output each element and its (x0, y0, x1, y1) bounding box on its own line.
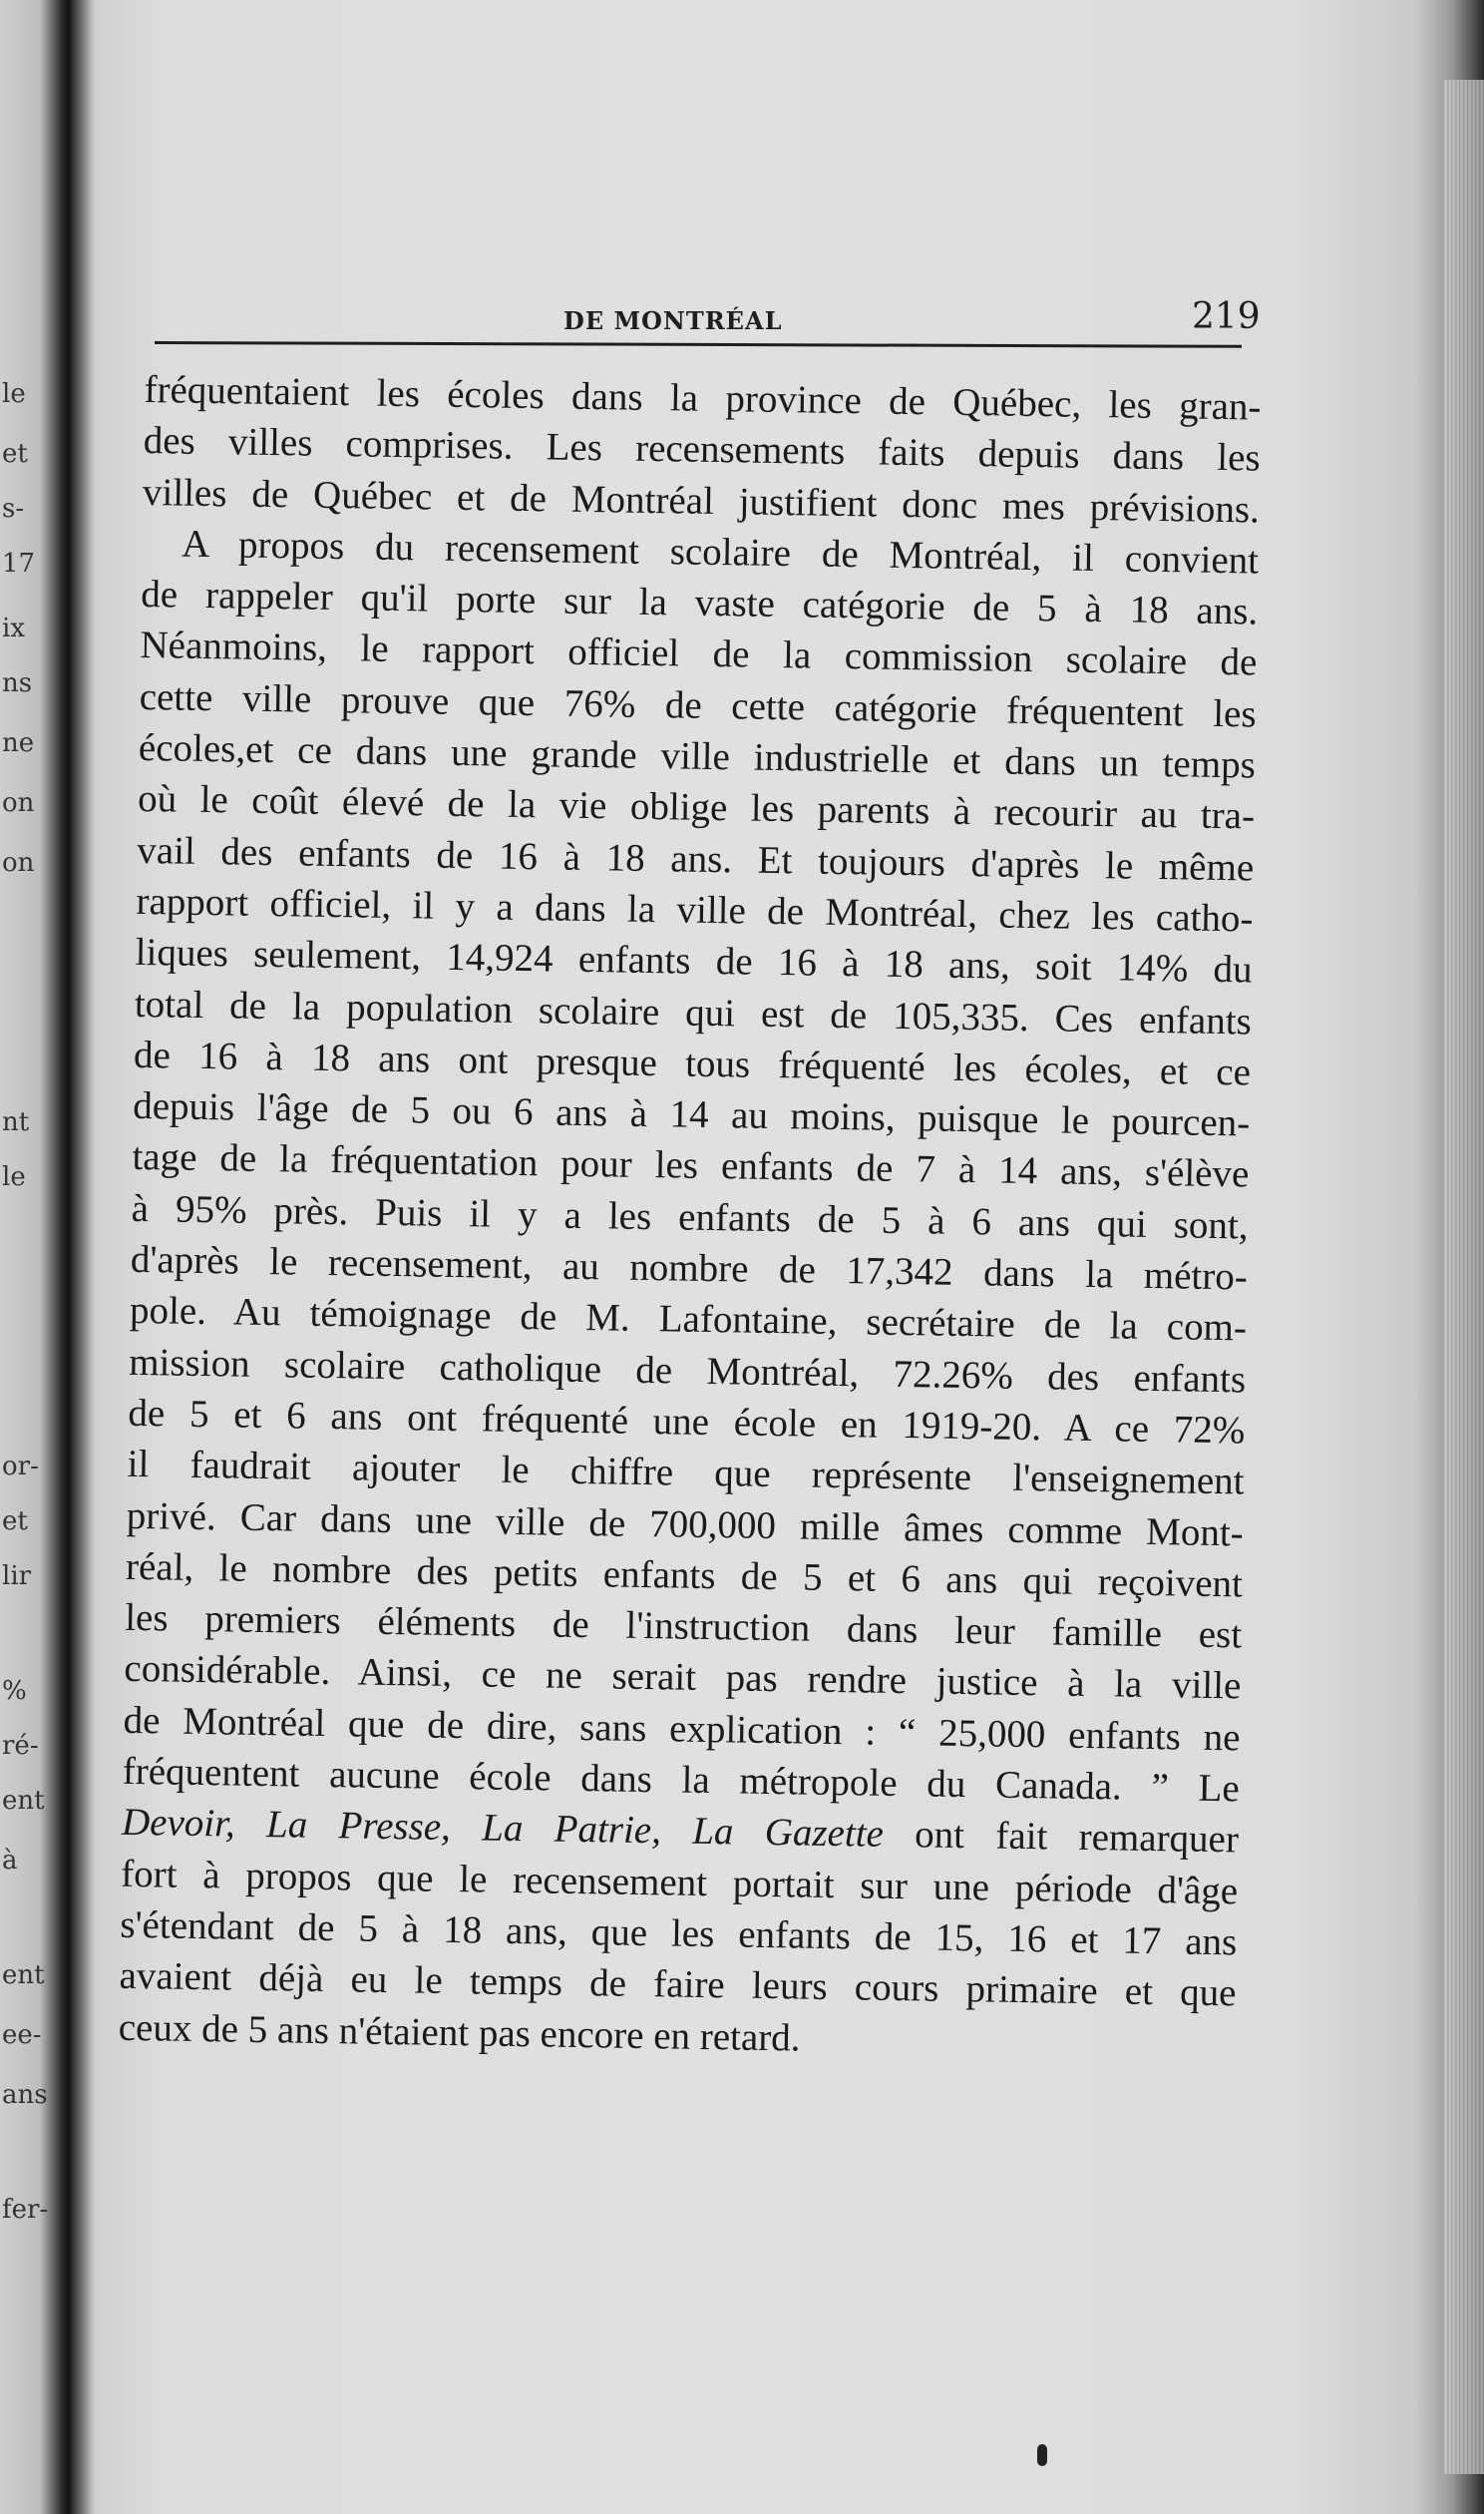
text-line: mission scolaire catholique de Montréal, 72.26% des enfants (128, 1340, 1247, 1402)
facing-page-fragment: ne (2, 728, 35, 758)
page-edge-stack (1444, 80, 1484, 2474)
text-line: où le coût élevé de la vie oblige les parents à recourir au tra- (137, 777, 1256, 838)
facing-page-edge (0, 0, 70, 2514)
facing-page-fragment: 17 (2, 549, 36, 579)
text-line: fréquentaient les écoles dans la province de Québec, les gran- (144, 367, 1262, 429)
facing-page-fragment: or- (2, 1452, 39, 1481)
facing-page-fragment: ix (2, 614, 25, 643)
text-line: ceux de 5 ans n'étaient pas encore en retard. (118, 2005, 801, 2060)
facing-page-fragment: ent (2, 1960, 45, 1990)
text-line: réal, le nombre des petits enfants de 5 et 6 ans qui reçoivent (125, 1544, 1244, 1606)
body-text (118, 364, 1261, 2070)
facing-page-fragment: fer- (2, 2195, 49, 2225)
text-line: cette ville prouve que 76% de cette catégorie fréquentent les (139, 674, 1257, 736)
facing-page-fragment: à (2, 1846, 18, 1876)
newspaper-titles: Devoir, La Presse, La Patrie, La Gazette (121, 1801, 885, 1857)
text-line: tage de la fréquentation pour les enfants de 7 à 14 ans, s'élève (132, 1135, 1250, 1196)
text-line: depuis l'âge de 5 ou 6 ans à 14 au moins, puisque le pourcen- (132, 1084, 1251, 1145)
text-line: avaient déjà eu le temps de faire leurs cours primaire et que (119, 1954, 1237, 2015)
text-line: rapport officiel, il y a dans la ville de Montréal, chez les catho- (136, 879, 1254, 941)
text-line: villes de Québec et de Montréal justifient donc mes prévisions. (142, 470, 1261, 532)
text-line: liques seulement, 14,924 enfants de 16 à 18 ans, soit 14% du (135, 931, 1253, 992)
facing-page-fragment: % (2, 1676, 27, 1706)
facing-page-fragment: on (2, 848, 35, 878)
text-line: Néanmoins, le rapport officiel de la commission scolaire de (140, 624, 1258, 685)
text-line: vail des enfants de 16 à 18 ans. Et toujours d'après le même (137, 828, 1255, 890)
facing-page-fragment: ent (2, 1786, 45, 1816)
text-line: à 95% près. Puis il y a les enfants de 5 à 6 ans qui sont, (131, 1186, 1249, 1248)
text-line: écoles,et ce dans une grande ville industrielle et dans un temps (138, 726, 1257, 787)
facing-page-fragment: nt (2, 1107, 30, 1137)
text-line: fréquentent aucune école dans la métropole du Canada. ” Le (122, 1749, 1241, 1811)
facing-page-fragment: le (2, 379, 26, 409)
text-line: de Montréal que de dire, sans explication : “ 25,000 enfants ne (123, 1698, 1241, 1760)
book-page (95, 60, 1431, 2474)
facing-page-fragment: on (2, 788, 35, 818)
text-line: de 16 à 18 ans ont presque tous fréquenté les écoles, et ce (133, 1033, 1252, 1094)
text-line: considérable. Ainsi, ce ne serait pas rendre justice à la ville (124, 1647, 1242, 1708)
text-line: privé. Car dans une ville de 700,000 mille âmes comme Mont- (126, 1493, 1245, 1554)
facing-page-fragment: ns (2, 668, 33, 698)
ink-mark (1037, 2444, 1047, 2466)
text-line: il faudrait ajouter le chiffre que représente l'enseignement (127, 1443, 1245, 1503)
text-line: de 5 et 6 ans ont fréquenté une école en 1919-20. A ce 72% (128, 1391, 1246, 1453)
text-line: de rappeler qu'il porte sur la vaste catégorie de 5 à 18 ans. (141, 573, 1259, 633)
facing-page-fragment: ans (2, 2080, 48, 2110)
text-line-rest: ont fait remarquer (883, 1813, 1240, 1862)
facing-page-fragment: s- (2, 494, 25, 524)
facing-page-fragment: ré- (2, 1731, 39, 1761)
text-line: total de la population scolaire qui est de 105,335. Ces enfants (134, 982, 1253, 1044)
facing-page-fragment: ee- (2, 2020, 42, 2050)
facing-page-fragment: et (2, 1506, 28, 1536)
facing-page-fragment: et (2, 439, 28, 469)
text-line: des villes comprises. Les recensements faits depuis dans les (143, 419, 1261, 480)
text-line: s'étendant de 5 à 18 ans, que les enfants de 15, 16 et 17 ans (120, 1902, 1238, 1964)
text-line: pole. Au témoignage de M. Lafontaine, secrétaire de la com- (129, 1289, 1248, 1350)
text-line: d'après le recensement, au nombre de 17,342 dans la métro- (130, 1237, 1249, 1299)
text-line: fort à propos que le recensement portait sur une période d'âge (120, 1852, 1239, 1913)
text-line: A propos du recensement scolaire de Montréal, il convient (181, 522, 1260, 583)
page-number: 219 (1192, 296, 1261, 337)
facing-page-fragment: le (2, 1162, 26, 1192)
text-line: les premiers éléments de l'instruction dans leur famille est (124, 1595, 1243, 1657)
running-head-title: DE MONTRÉAL (563, 306, 783, 335)
facing-page-fragment: lir (2, 1561, 32, 1591)
